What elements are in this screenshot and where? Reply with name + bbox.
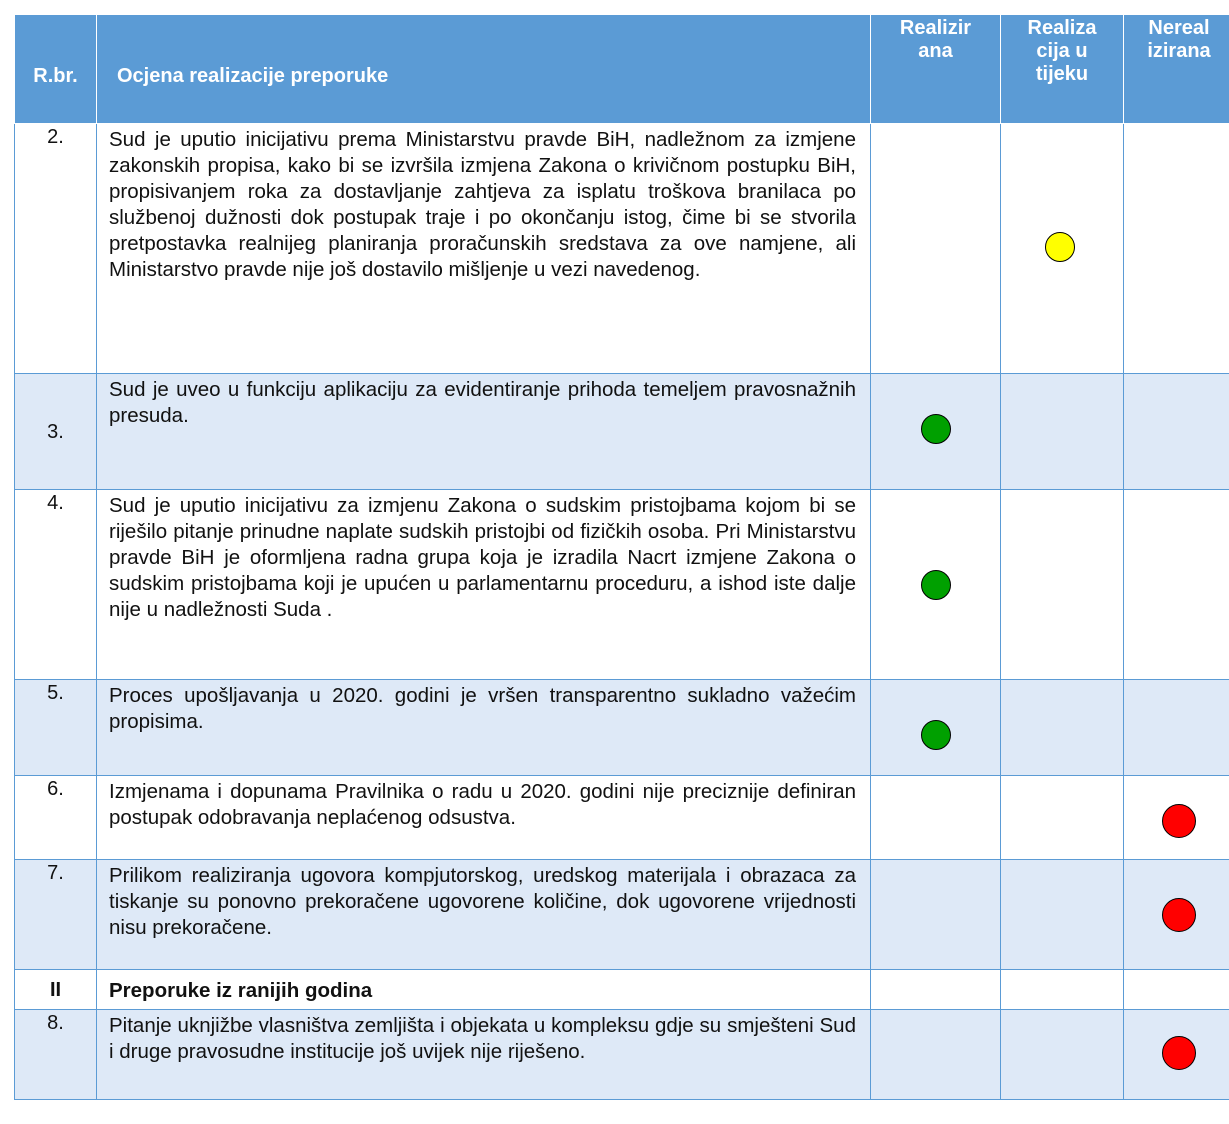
unrealized-cell [1124,680,1229,776]
in-progress-cell [1001,776,1124,860]
unrealized-cell [1124,490,1229,680]
realized-cell [871,970,1001,1010]
in-progress-cell [1001,1010,1124,1100]
table-row [15,680,1229,776]
table-row [15,124,1229,374]
row-text: Izmjenama i dopunama Pravilnika o radu u 2020. godini nije preciznije definiran postupak odobravanja neplaćenog odsustva. [97,776,871,860]
header-realized-line: Realizir [899,17,972,39]
row-text: Prilikom realiziranja ugovora kompjutorskog, uredskog materijala i obrazaca za tiskanje su ponovno prekoračene ugovorene količine, dok ugovorene vrijednosti nisu prekoračene. [97,860,871,970]
realized-cell [871,776,1001,860]
in-progress-cell [1001,374,1124,490]
unrealized-cell [1124,374,1229,490]
header-unrealized [1124,15,1229,124]
row-text: Sud je uveo u funkciju aplikaciju za evidentiranje prihoda temeljem pravosnažnih presuda. [97,374,871,490]
header-realized-line: ana [918,40,953,62]
realized-cell [871,680,1001,776]
row-number: 8. [15,1010,97,1100]
in-progress-cell [1001,124,1124,374]
realized-cell [871,490,1001,680]
row-text: Proces upošljavanja u 2020. godini je vršen transparentno sukladno važećim propisima. [97,680,871,776]
green-status-circle-icon [921,720,951,750]
realized-cell [871,374,1001,490]
table-row [15,776,1229,860]
unrealized-cell [1124,970,1229,1010]
red-status-circle-icon [1162,804,1196,838]
header-in-progress-line: Realiza [1027,17,1097,39]
green-status-circle-icon [921,414,951,444]
header-num: R.br. [15,15,97,124]
green-status-circle-icon [921,570,951,600]
header-in-progress-line: tijeku [1035,63,1089,85]
unrealized-cell [1124,860,1229,970]
row-number: 4. [15,490,97,680]
header-description: Ocjena realizacije preporuke [97,15,871,124]
realized-cell [871,124,1001,374]
row-number: 6. [15,776,97,860]
row-number: 5. [15,680,97,776]
section-number: II [15,970,97,1010]
row-text: Pitanje uknjižbe vlasništva zemljišta i objekata u kompleksu gdje su smješteni Sud i druge pravosudne institucije još uvijek nije riješeno. [97,1010,871,1100]
header-realized [871,15,1001,124]
in-progress-cell [1001,970,1124,1010]
header-row [15,15,1229,124]
row-text: Sud je uputio inicijativu za izmjenu Zakona o sudskim pristojbama kojom bi se riješilo pitanje prinudne naplate sudskih pristojbi od fizičkih osoba. Pri Ministarstvu pravde BiH je oformljena radna grupa koja je izradila Nacrt izmjene Zakona o sudskim pristojbama koji je upućen u parlamentarnu proceduru, a ishod iste dalje nije u nadležnosti Suda . [97,490,871,680]
recommendations-table [14,14,1229,1100]
row-number: 3. [15,374,97,490]
section-row [15,970,1229,1010]
in-progress-cell [1001,680,1124,776]
red-status-circle-icon [1162,898,1196,932]
section-title: Preporuke iz ranijih godina [97,970,871,1010]
table-row [15,860,1229,970]
yellow-status-circle-icon [1045,232,1075,262]
table-row [15,490,1229,680]
header-unrealized-line: Nereal [1148,17,1210,39]
realized-cell [871,1010,1001,1100]
unrealized-cell [1124,776,1229,860]
header-in-progress [1001,15,1124,124]
header-unrealized-line: izirana [1147,40,1211,62]
row-number: 2. [15,124,97,374]
row-number: 7. [15,860,97,970]
in-progress-cell [1001,860,1124,970]
unrealized-cell [1124,1010,1229,1100]
in-progress-cell [1001,490,1124,680]
realized-cell [871,860,1001,970]
row-text: Sud je uputio inicijativu prema Ministarstvu pravde BiH, nadležnom za izmjene zakonskih propisa, kako bi se izvršila izmjena Zakona o krivičnom postupku BiH, propisivanjem roka za dostavljanje zahtjeva za isplatu troškova branilaca po službenoj dužnosti dok postupak traje i po okončanju istog, čime bi se stvorila pretpostavka realnijeg planiranja proračunskih sredstava za ove namjene, ali Ministarstvo pravde nije još dostavilo mišljenje u vezi navedenog. [97,124,871,374]
table-row [15,374,1229,490]
header-in-progress-line: cija u [1036,40,1088,62]
red-status-circle-icon [1162,1036,1196,1070]
unrealized-cell [1124,124,1229,374]
table-row [15,1010,1229,1100]
